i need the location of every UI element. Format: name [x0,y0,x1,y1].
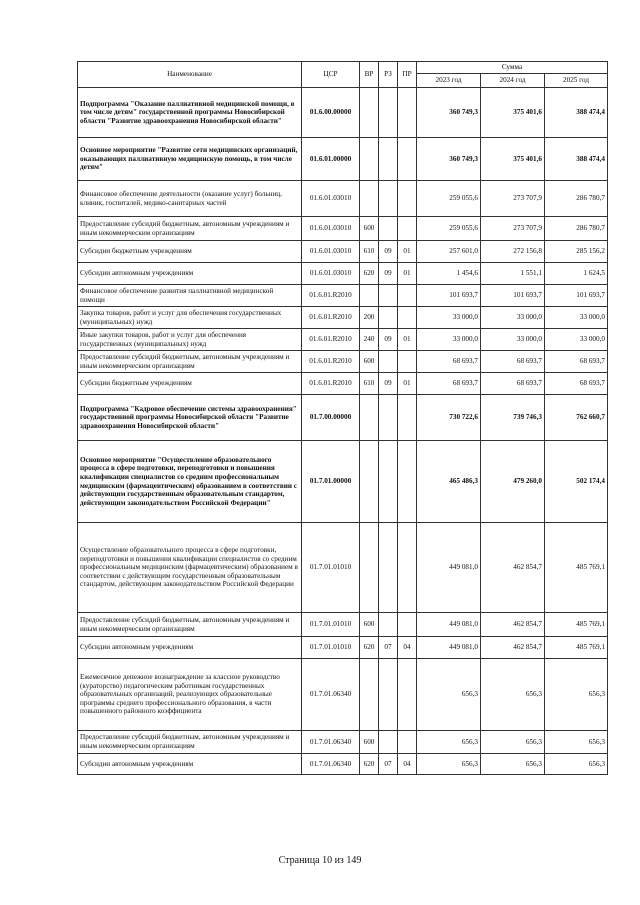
row-value-2024: 375 401,6 [481,138,545,181]
row-value-2024: 462 854,7 [481,613,545,637]
budget-table [77,61,608,775]
row-vr: 620 [360,263,379,285]
row-value-2025: 285 156,2 [545,241,608,263]
row-name: Подпрограмма "Кадровое обеспечение системы здравоохранения" государственной программы Новосибирской области "Развитие здравоохранения Новосибирской области" [78,395,302,441]
table-row [78,441,608,523]
row-value-2023: 449 081,0 [417,613,481,637]
row-value-2024: 68 693,7 [481,373,545,395]
row-pr [398,181,417,217]
row-csr: 01.7.01.00000 [302,441,360,523]
row-pr [398,731,417,754]
row-csr: 01.7.01.06340 [302,754,360,775]
row-value-2024: 656,3 [481,731,545,754]
row-pr [398,138,417,181]
row-rz [379,138,398,181]
row-value-2023: 449 081,0 [417,523,481,613]
row-value-2023: 730 722,6 [417,395,481,441]
row-csr: 01.6.01.R2010 [302,373,360,395]
row-value-2023: 68 693,7 [417,351,481,373]
row-vr [360,285,379,307]
row-vr: 620 [360,754,379,775]
row-rz [379,181,398,217]
row-pr [398,351,417,373]
row-value-2023: 656,3 [417,731,481,754]
table-row [78,181,608,217]
row-pr: 01 [398,373,417,395]
row-value-2024: 739 746,3 [481,395,545,441]
row-name: Субсидии автономным учреждениям [78,263,302,285]
row-rz [379,523,398,613]
row-pr [398,659,417,731]
table-row [78,754,608,775]
row-value-2024: 33 000,0 [481,307,545,329]
row-value-2023: 360 749,3 [417,88,481,138]
row-value-2023: 465 486,3 [417,441,481,523]
row-pr [398,88,417,138]
row-name: Предоставление субсидий бюджетным, автономным учреждениям и иным некоммерческим организациям [78,613,302,637]
row-name: Ежемесячное денежное вознаграждение за классное руководство (кураторство) педагогическим работникам государственных образовательных организаций, реализующих образовательные программы среднего профессионального образования, в части повышенного районного коэффициента [78,659,302,731]
table-row [78,351,608,373]
table-row [78,373,608,395]
row-name: Основное мероприятие "Развитие сети медицинских организаций, оказывающих паллиативную медицинскую помощь, в том числе детям" [78,138,302,181]
table-header [78,62,608,88]
row-value-2025: 485 769,1 [545,613,608,637]
row-csr: 01.6.01.R2010 [302,285,360,307]
row-vr: 240 [360,329,379,351]
row-value-2025: 286 780,7 [545,181,608,217]
table-row [78,138,608,181]
row-vr: 200 [360,307,379,329]
row-rz [379,351,398,373]
row-vr: 610 [360,241,379,263]
page-number: Страница 10 из 149 [278,855,362,866]
row-csr: 01.6.01.R2010 [302,307,360,329]
table-row [78,217,608,241]
row-value-2025: 1 624,5 [545,263,608,285]
row-csr: 01.7.01.01010 [302,637,360,659]
row-value-2025: 286 780,7 [545,217,608,241]
table-row [78,263,608,285]
row-value-2024: 375 401,6 [481,88,545,138]
header-sum: Сумма [417,62,608,74]
row-csr: 01.7.01.01010 [302,523,360,613]
row-name: Финансовое обеспечение развития паллиативной медицинской помощи [78,285,302,307]
table-row [78,241,608,263]
row-rz [379,285,398,307]
row-value-2024: 33 000,0 [481,329,545,351]
row-csr: 01.7.01.06340 [302,731,360,754]
table-row [78,731,608,754]
header-csr: ЦСР [302,62,360,88]
header-year-2023: 2023 год [417,74,481,88]
row-value-2023: 33 000,0 [417,329,481,351]
row-vr: 600 [360,731,379,754]
row-rz: 09 [379,241,398,263]
row-value-2023: 259 055,6 [417,217,481,241]
row-value-2023: 68 693,7 [417,373,481,395]
table-row [78,307,608,329]
row-value-2024: 1 551,1 [481,263,545,285]
row-name: Подпрограмма "Оказание паллиативной медицинской помощи, в том числе детям" государственной программы Новосибирской области "Развитие здравоохранения Новосибирской области" [78,88,302,138]
row-rz [379,441,398,523]
row-csr: 01.6.01.R2010 [302,329,360,351]
header-name: Наименование [78,62,302,88]
row-name: Основное мероприятие "Осуществление образовательного процесса в сфере подготовки, переподготовки и повышения квалификации специалистов со средним профессиональным медицинским (фармацевтическим) образованием в соответствии с действующим государственным образовательным стандартом, действующим законодательством Российской Федерации" [78,441,302,523]
row-name: Осуществление образовательного процесса в сфере подготовки, переподготовки и повышения квалификации специалистов со средним профессиональным медицинским (фармацевтическим) образованием в соответствии с действующим государственным образовательным стандартом, действующим законодательством Российской Федерации [78,523,302,613]
row-csr: 01.6.01.03010 [302,181,360,217]
row-pr: 04 [398,754,417,775]
row-csr: 01.7.00.00000 [302,395,360,441]
row-pr [398,307,417,329]
row-rz [379,217,398,241]
row-value-2024: 273 707,9 [481,181,545,217]
row-rz: 09 [379,329,398,351]
row-pr: 01 [398,241,417,263]
row-vr [360,523,379,613]
row-vr: 600 [360,351,379,373]
row-value-2023: 360 749,3 [417,138,481,181]
row-value-2023: 257 601,0 [417,241,481,263]
row-vr: 600 [360,613,379,637]
row-vr [360,395,379,441]
row-name: Предоставление субсидий бюджетным, автономным учреждениям и иным некоммерческим организациям [78,217,302,241]
row-name: Субсидии автономным учреждениям [78,754,302,775]
row-value-2024: 656,3 [481,659,545,731]
row-vr: 600 [360,217,379,241]
header-pr: ПР [398,62,417,88]
table-row [78,613,608,637]
row-value-2025: 33 000,0 [545,307,608,329]
row-pr [398,285,417,307]
row-name: Субсидии бюджетным учреждениям [78,373,302,395]
row-value-2024: 272 156,8 [481,241,545,263]
row-rz: 09 [379,373,398,395]
row-value-2023: 101 693,7 [417,285,481,307]
row-vr [360,441,379,523]
row-rz: 07 [379,637,398,659]
row-vr [360,659,379,731]
row-pr [398,523,417,613]
row-name: Иные закупки товаров, работ и услуг для обеспечения государственных (муниципальных) нужд [78,329,302,351]
row-value-2024: 462 854,7 [481,523,545,613]
row-csr: 01.6.01.03010 [302,263,360,285]
row-value-2025: 101 693,7 [545,285,608,307]
row-value-2025: 388 474,4 [545,88,608,138]
row-pr: 01 [398,263,417,285]
row-pr [398,441,417,523]
row-value-2024: 101 693,7 [481,285,545,307]
table-row [78,285,608,307]
header-year-2025: 2025 год [545,74,608,88]
row-name: Закупка товаров, работ и услуг для обеспечения государственных (муниципальных) нужд [78,307,302,329]
row-value-2025: 762 660,7 [545,395,608,441]
row-value-2025: 68 693,7 [545,351,608,373]
row-rz [379,88,398,138]
row-name: Финансовое обеспечение деятельности (оказание услуг) больниц, клиник, госпиталей, медико-санитарных частей [78,181,302,217]
header-year-2024: 2024 год [481,74,545,88]
row-value-2023: 449 081,0 [417,637,481,659]
row-value-2025: 656,3 [545,754,608,775]
row-rz [379,613,398,637]
row-value-2024: 479 260,0 [481,441,545,523]
table-row [78,659,608,731]
table-row [78,329,608,351]
row-pr: 01 [398,329,417,351]
row-vr: 620 [360,637,379,659]
row-csr: 01.7.01.01010 [302,613,360,637]
row-csr: 01.7.01.06340 [302,659,360,731]
row-name: Предоставление субсидий бюджетным, автономным учреждениям и иным некоммерческим организациям [78,731,302,754]
row-csr: 01.6.00.00000 [302,88,360,138]
row-rz: 09 [379,263,398,285]
row-value-2025: 485 769,1 [545,523,608,613]
header-vr: ВР [360,62,379,88]
row-csr: 01.6.01.00000 [302,138,360,181]
row-value-2024: 68 693,7 [481,351,545,373]
row-value-2023: 656,3 [417,659,481,731]
row-value-2025: 656,3 [545,731,608,754]
row-value-2025: 388 474,4 [545,138,608,181]
row-value-2025: 502 174,4 [545,441,608,523]
table-row [78,523,608,613]
row-name: Предоставление субсидий бюджетным, автономным учреждениям и иным некоммерческим организациям [78,351,302,373]
row-rz [379,731,398,754]
row-csr: 01.6.01.R2010 [302,351,360,373]
row-rz [379,307,398,329]
row-pr [398,613,417,637]
row-value-2024: 656,3 [481,754,545,775]
row-name: Субсидии бюджетным учреждениям [78,241,302,263]
row-vr [360,181,379,217]
row-value-2023: 1 454,6 [417,263,481,285]
row-pr [398,217,417,241]
row-rz [379,659,398,731]
row-name: Субсидии автономным учреждениям [78,637,302,659]
row-csr: 01.6.01.03010 [302,217,360,241]
table-row [78,637,608,659]
row-vr [360,88,379,138]
row-value-2025: 33 000,0 [545,329,608,351]
row-value-2023: 656,3 [417,754,481,775]
row-vr [360,138,379,181]
row-value-2024: 462 854,7 [481,637,545,659]
table-row [78,395,608,441]
row-csr: 01.6.01.03010 [302,241,360,263]
row-value-2023: 259 055,6 [417,181,481,217]
row-rz: 07 [379,754,398,775]
header-rz: РЗ [379,62,398,88]
row-rz [379,395,398,441]
row-vr: 610 [360,373,379,395]
table-row [78,88,608,138]
row-value-2025: 656,3 [545,659,608,731]
row-value-2025: 485 769,1 [545,637,608,659]
row-pr: 04 [398,637,417,659]
row-pr [398,395,417,441]
row-value-2025: 68 693,7 [545,373,608,395]
row-value-2023: 33 000,0 [417,307,481,329]
row-value-2024: 273 707,9 [481,217,545,241]
